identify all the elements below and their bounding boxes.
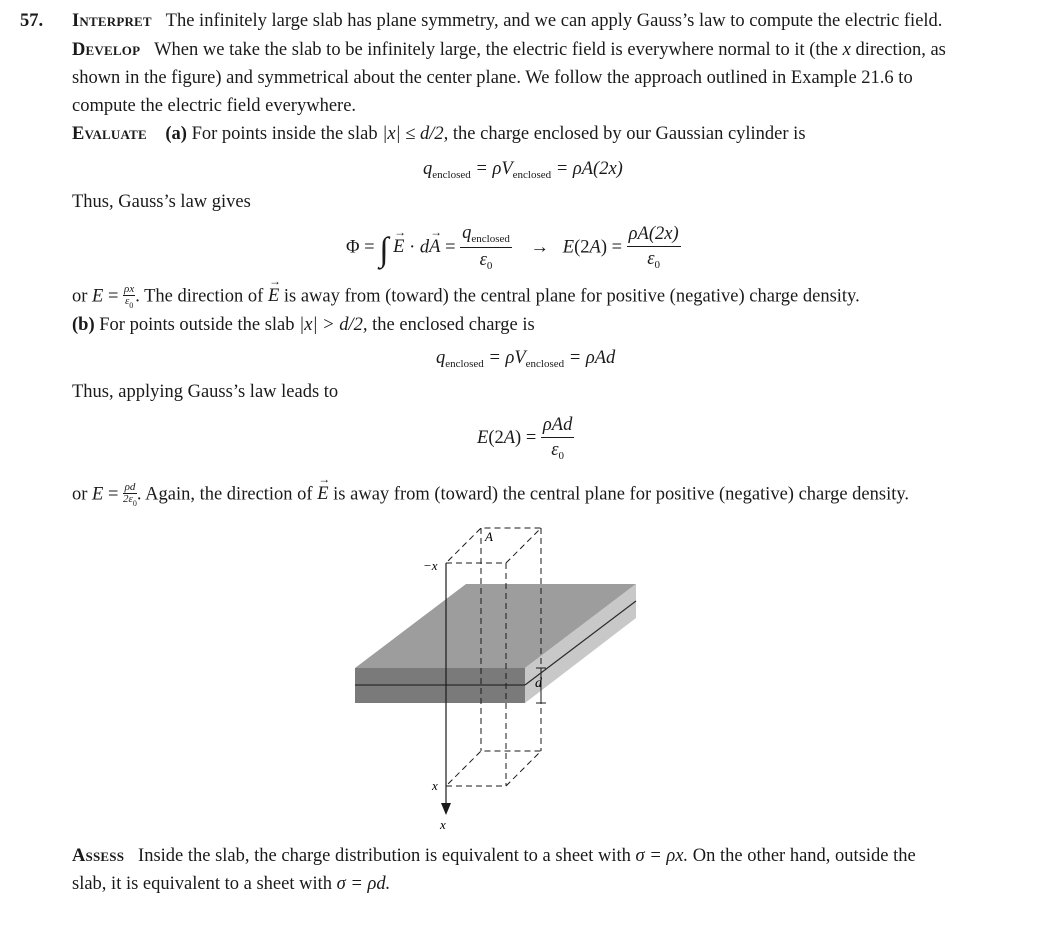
develop-line-3: compute the electric field everywhere. xyxy=(72,96,357,116)
problem-number: 57. xyxy=(20,11,44,31)
label-x-axis: x xyxy=(440,817,446,832)
label-x-lower: x xyxy=(432,778,438,793)
equation-q-enclosed-a: $q_{enclosed} = \rho V_{enclosed} = \rho A(2x)$ xyxy=(423,159,623,181)
equation-q-enclosed-b: $q_{enclosed} = \rho V_{enclosed} = \rho Ad$ xyxy=(436,348,616,370)
interpret-label: Interpret xyxy=(72,11,152,31)
part-a-label: (a) xyxy=(165,124,187,144)
slab-figure xyxy=(340,520,650,840)
assess-line-1: Assess Inside the slab, the charge distribution is equivalent to a sheet with σ = ρx. On the other hand, outside the xyxy=(72,846,916,866)
evaluate-line xyxy=(72,123,806,145)
develop-line-1 xyxy=(72,39,946,61)
develop-label: Develop xyxy=(72,40,141,60)
part-b-line: (b) For points outside the slab |x| > d/2, the enclosed charge is xyxy=(72,315,535,335)
evaluate-label: Evaluate xyxy=(72,124,147,144)
develop-x: x xyxy=(842,40,851,60)
assess-label: Assess xyxy=(72,846,125,866)
assess-line-2: slab, it is equivalent to a sheet with σ = ρd. xyxy=(72,874,391,894)
x-axis-arrow xyxy=(441,803,451,815)
equation-gauss-law: Φ = ∫ → E · d→ A = $\frac{q_{enclosed}}{\varepsilon_0}$ → E(2A) = $\frac{\rho A(2x)}{\varepsilon_0}$ xyxy=(346,224,681,272)
part-a-tail: the charge enclosed by our Gaussian cylinder is xyxy=(452,124,806,144)
result-a-line: or E = $\frac{\rho x}{\varepsilon_0}$ . The direction of → E is away from (toward) the central plane for positive (negative) charge density. xyxy=(72,284,860,310)
part-a-condition: |x| ≤ d/2, xyxy=(382,124,449,144)
develop-text-1: When we take the slab to be infinitely large, the electric field is everywhere normal to it (the xyxy=(154,40,838,60)
label-d: d xyxy=(535,676,542,691)
interpret-text: The infinitely large slab has plane symmetry, and we can apply Gauss’s law to compute the electric field. xyxy=(165,11,943,31)
label-minus-x: −x xyxy=(423,558,438,573)
part-b-condition: |x| > d/2, xyxy=(299,315,368,335)
develop-text-1b: direction, as xyxy=(855,40,946,60)
thus-line-1: Thus, Gauss’s law gives xyxy=(72,192,251,212)
label-A: A xyxy=(485,529,493,544)
integral-sign: ∫ xyxy=(379,231,389,269)
part-a-text: For points inside the slab xyxy=(191,124,378,144)
interpret-paragraph xyxy=(72,10,942,32)
part-b-label: (b) xyxy=(72,315,95,335)
result-b-line: or E = $\frac{\rho d}{2\varepsilon_0}$ . Again, the direction of → E is away from (toward) the central plane for positive (negative) charge density. xyxy=(72,482,909,508)
develop-line-2: shown in the figure) and symmetrical about the center plane. We follow the approach outlined in Example 21.6 to xyxy=(72,68,913,88)
equation-e-outside: E(2A) = $\frac{\text{ρAd}}{\varepsilon_0}$ xyxy=(477,415,573,462)
thus-line-2: Thus, applying Gauss’s law leads to xyxy=(72,382,339,402)
